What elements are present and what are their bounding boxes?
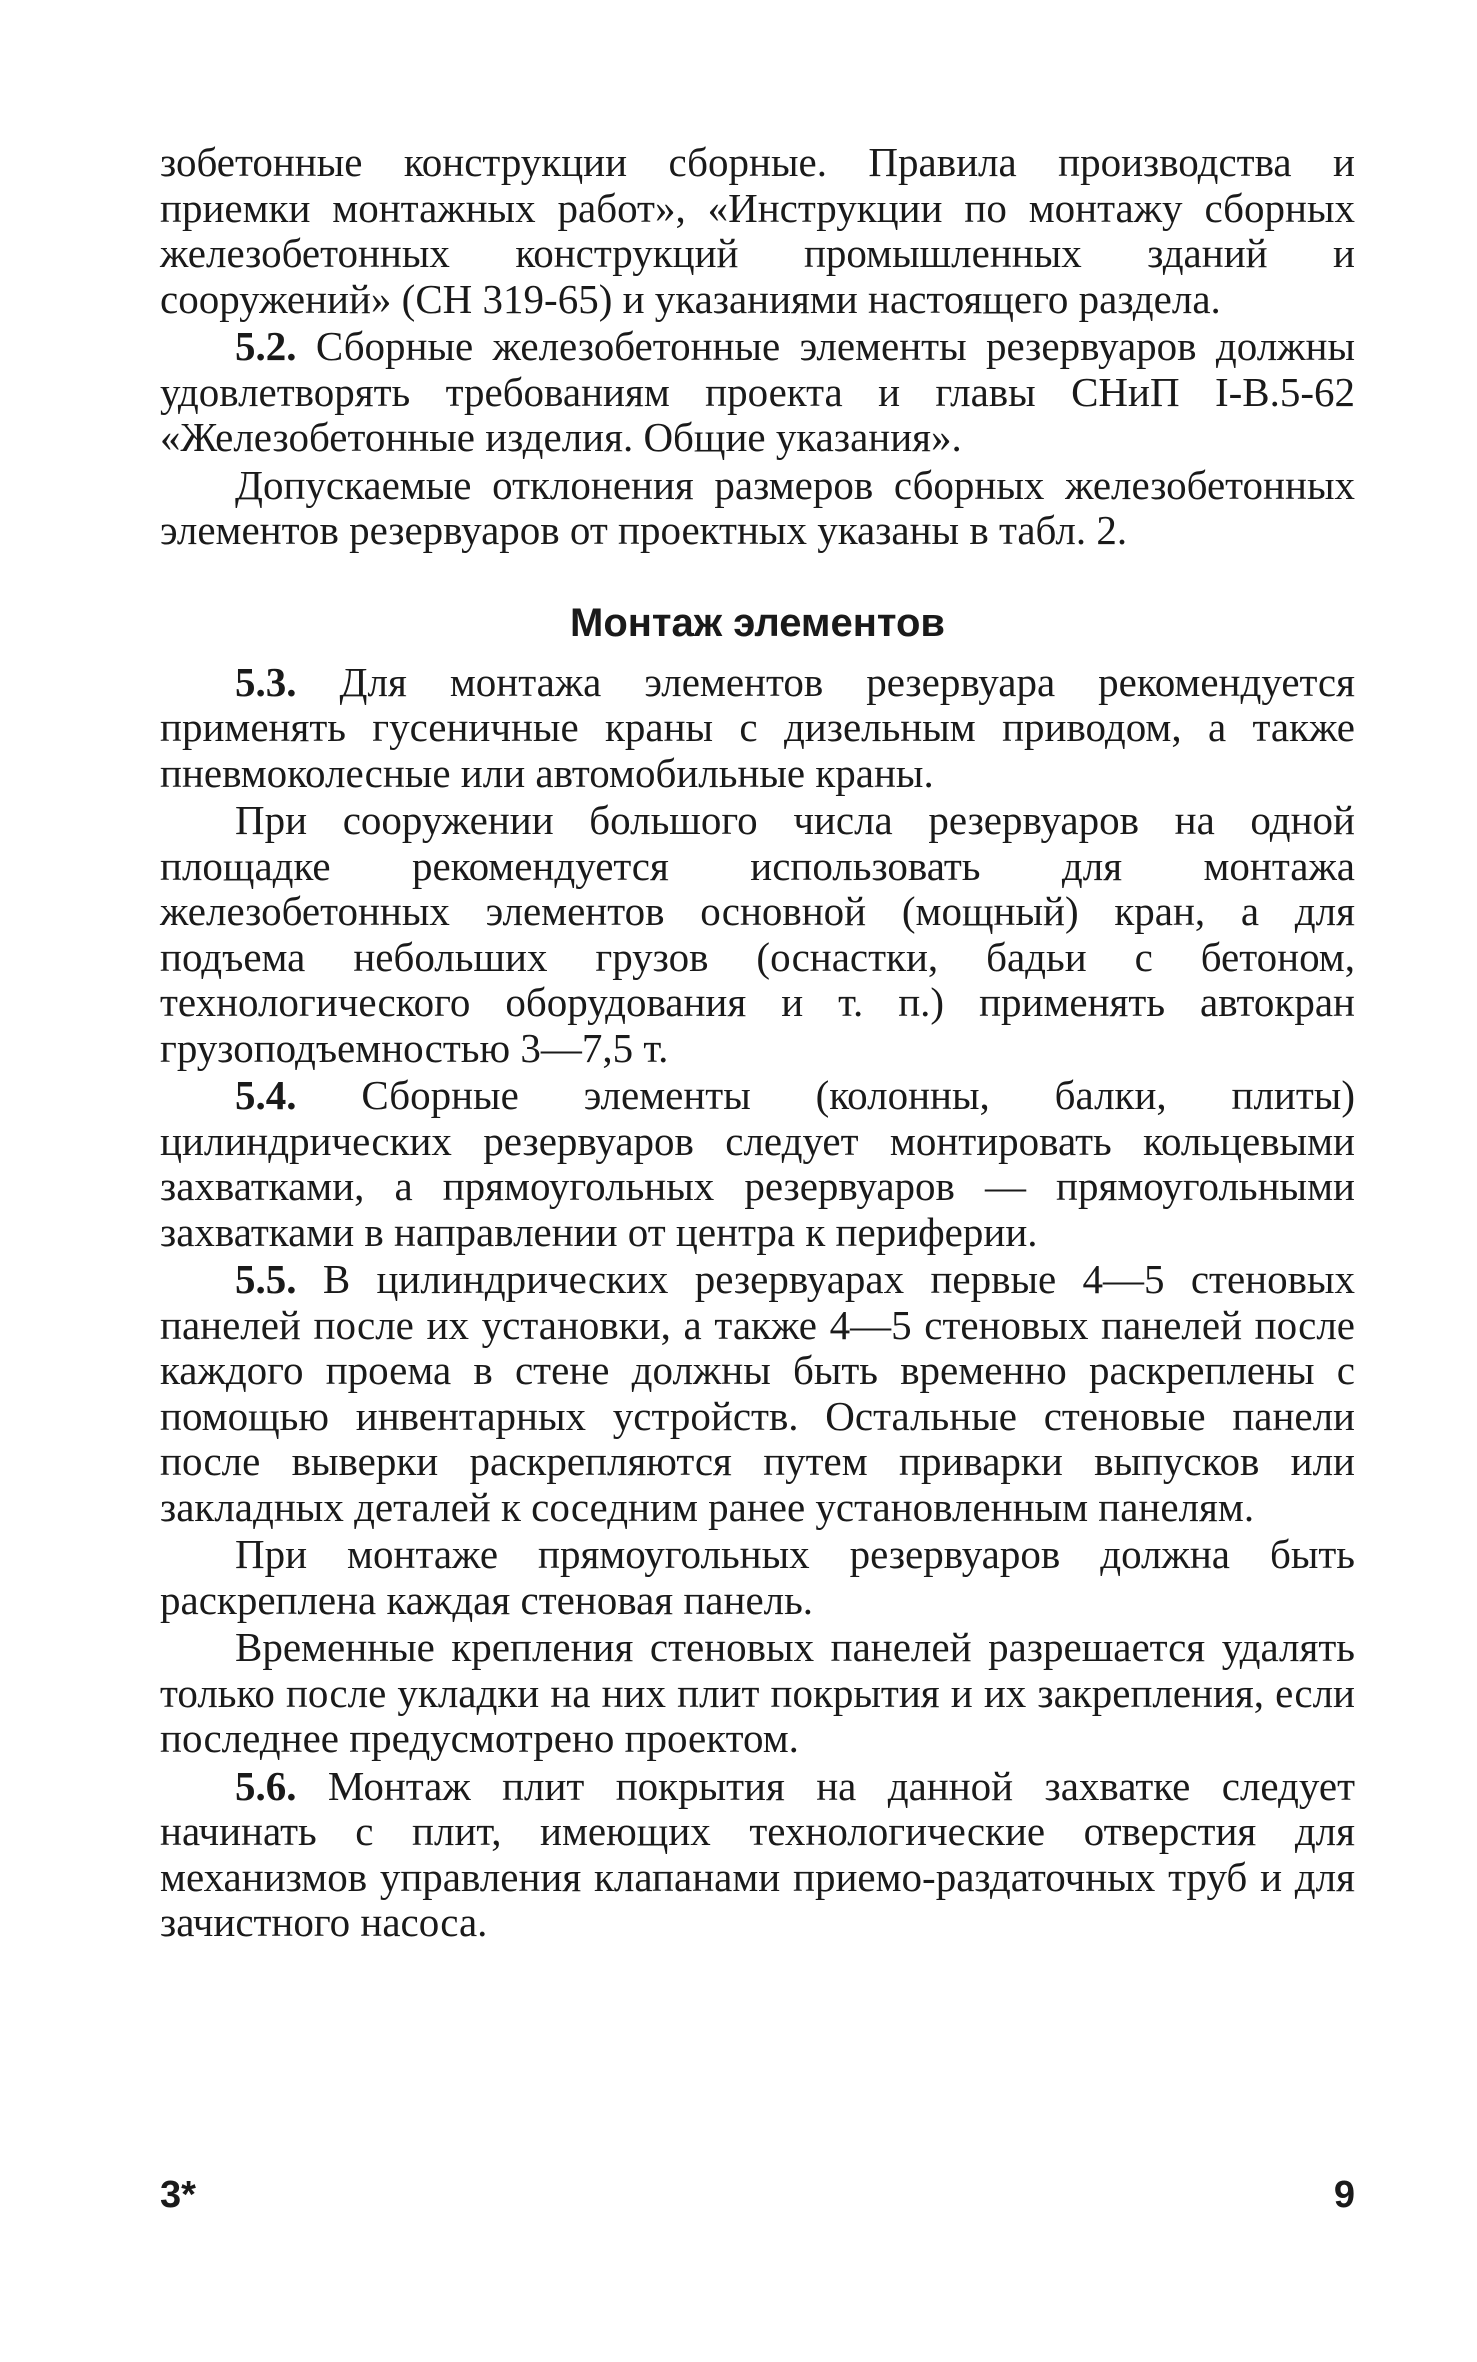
paragraph-5-3 xyxy=(160,660,1355,797)
section-number: 5.5. xyxy=(235,1256,297,1302)
paragraph-5-4 xyxy=(160,1073,1355,1255)
section-number: 5.4. xyxy=(235,1072,297,1118)
section-number: 5.6. xyxy=(235,1762,297,1809)
section-number: 5.2. xyxy=(235,323,297,369)
paragraph-text: Монтаж плит покрытия на данной захватке следует начинать с плит, имеющих технологические отверстия для механизмов управления клапанами приемо-раздаточных труб и для зачистного насоса. xyxy=(160,1762,1355,1945)
document-page xyxy=(160,140,1355,1946)
paragraph-text: Для монтажа элементов резервуара рекомендуется применять гусеничные краны с дизельным приводом, а также пневмоколесные или автомобильные краны. xyxy=(160,658,1355,796)
paragraph-5-5 xyxy=(160,1257,1355,1530)
paragraph-5-6 xyxy=(160,1764,1355,1946)
paragraph-5-2 xyxy=(160,324,1355,461)
page-number: 9 xyxy=(1333,2174,1355,2216)
section-number: 5.3. xyxy=(235,658,297,705)
paragraph-temporary-fastening: Временные крепления стеновых панелей разрешается удалять только после укладки на них плит покрытия и их закрепления, если последнее предусмотрено проектом. xyxy=(160,1624,1355,1761)
paragraph-rectangular: При монтаже прямоугольных резервуаров должна быть раскреплена каждая стеновая панель. xyxy=(160,1531,1355,1623)
paragraph-continuation: зобетонные конструкции сборные. Правила производства и приемки монтажных работ», «Инструкции по монтажу сборных железобетонных конструкций промышленных зданий и сооружений» (СН 319-65) и указаниями настоящего раздела. xyxy=(160,139,1355,322)
signature-mark: 3* xyxy=(160,2174,196,2216)
paragraph-cranes: При сооружении большого числа резервуаров на одной площадке рекомендуется использовать для монтажа железобетонных элементов основной (мощный) кран, а для подъема небольших грузов (оснастки, бадьи с бетоном, технологического оборудования и т. п.) применять автокран грузоподъемностью 3—7,5 т. xyxy=(160,797,1355,1071)
paragraph-deviations: Допускаемые отклонения размеров сборных железобетонных элементов резервуаров от проектных указаны в табл. 2. xyxy=(160,461,1355,553)
paragraph-text: Сборные железобетонные элементы резервуаров должны удовлетворять требованиям проекта и главы СНиП I-B.5-62 «Железобетонные изделия. Общие указания». xyxy=(160,323,1355,460)
paragraph-text: В цилиндрических резервуарах первые 4—5 стеновых панелей после их установки, а также 4—5 стеновых панелей после каждого проема в стене должны быть временно раскреплены с помощью инвентарных устройств. Остальные стеновые панели после выверки раскрепляются путем приварки выпусков или закладных деталей к соседним ранее установленным панелям. xyxy=(160,1256,1355,1530)
paragraph-text: Сборные элементы (колонны, балки, плиты) цилиндрических резервуаров следует монтировать кольцевыми захватками, а прямоугольных резервуаров — прямоугольными захватками в направлении от центра к периферии. xyxy=(160,1072,1355,1255)
section-heading: Монтаж элементов xyxy=(570,600,945,645)
